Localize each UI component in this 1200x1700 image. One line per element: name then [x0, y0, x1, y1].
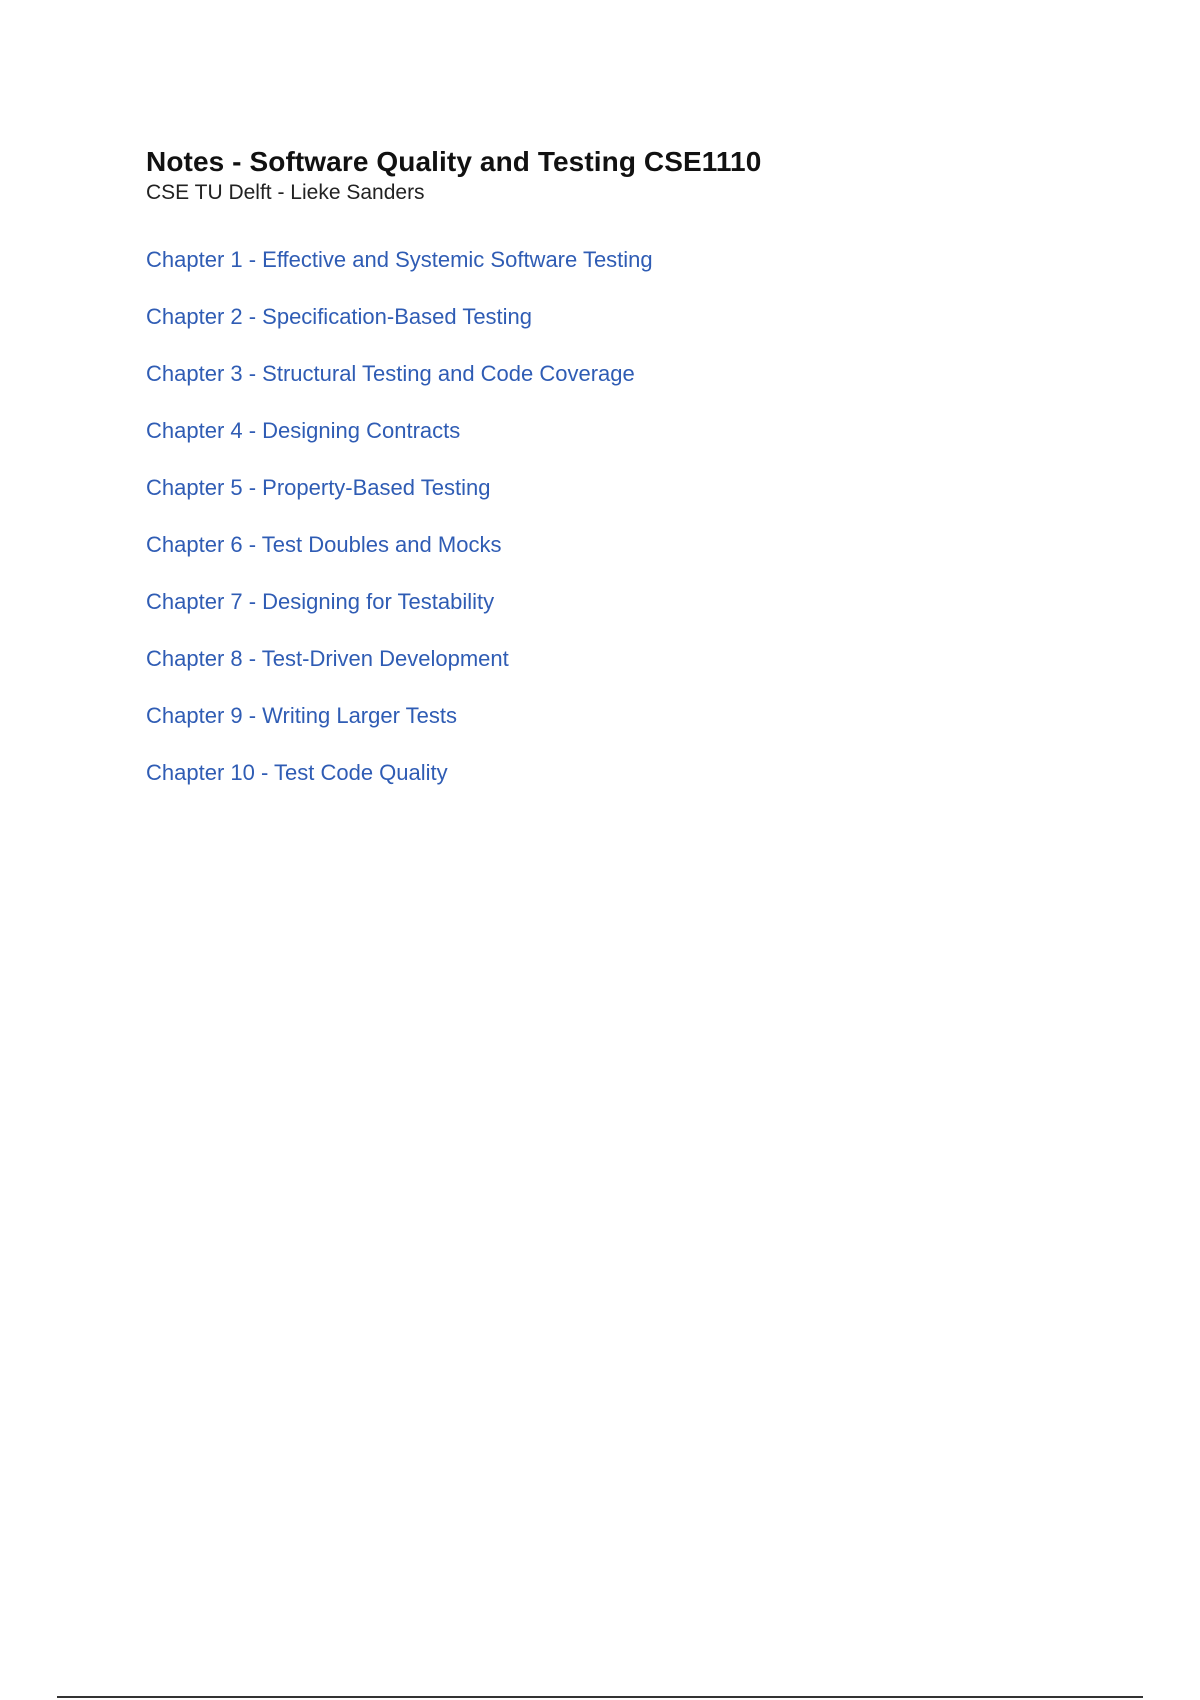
toc-link-chapter-1[interactable]: Chapter 1 - Effective and Systemic Software Testing	[146, 247, 653, 272]
toc-link-chapter-2[interactable]: Chapter 2 - Specification-Based Testing	[146, 304, 533, 329]
toc-item	[146, 587, 653, 644]
table-of-contents	[146, 245, 653, 815]
document-header	[146, 145, 761, 206]
toc-item	[146, 302, 653, 359]
footer-divider	[57, 1696, 1143, 1698]
toc-item	[146, 473, 653, 530]
toc-item	[146, 416, 653, 473]
toc-item	[146, 701, 653, 758]
toc-item	[146, 530, 653, 587]
toc-item	[146, 245, 653, 302]
toc-link-chapter-7[interactable]: Chapter 7 - Designing for Testability	[146, 589, 495, 614]
toc-link-chapter-3[interactable]: Chapter 3 - Structural Testing and Code Coverage	[146, 361, 635, 386]
document-subtitle: CSE TU Delft - Lieke Sanders	[146, 181, 425, 204]
document-title: Notes - Software Quality and Testing CSE1110	[146, 146, 762, 177]
toc-item	[146, 644, 653, 701]
toc-link-chapter-5[interactable]: Chapter 5 - Property-Based Testing	[146, 475, 491, 500]
toc-link-chapter-10[interactable]: Chapter 10 - Test Code Quality	[146, 760, 448, 785]
toc-link-chapter-8[interactable]: Chapter 8 - Test-Driven Development	[146, 646, 509, 671]
toc-link-chapter-4[interactable]: Chapter 4 - Designing Contracts	[146, 418, 461, 443]
toc-link-chapter-9[interactable]: Chapter 9 - Writing Larger Tests	[146, 703, 457, 728]
toc-item	[146, 359, 653, 416]
toc-link-chapter-6[interactable]: Chapter 6 - Test Doubles and Mocks	[146, 532, 502, 557]
toc-item	[146, 758, 653, 815]
